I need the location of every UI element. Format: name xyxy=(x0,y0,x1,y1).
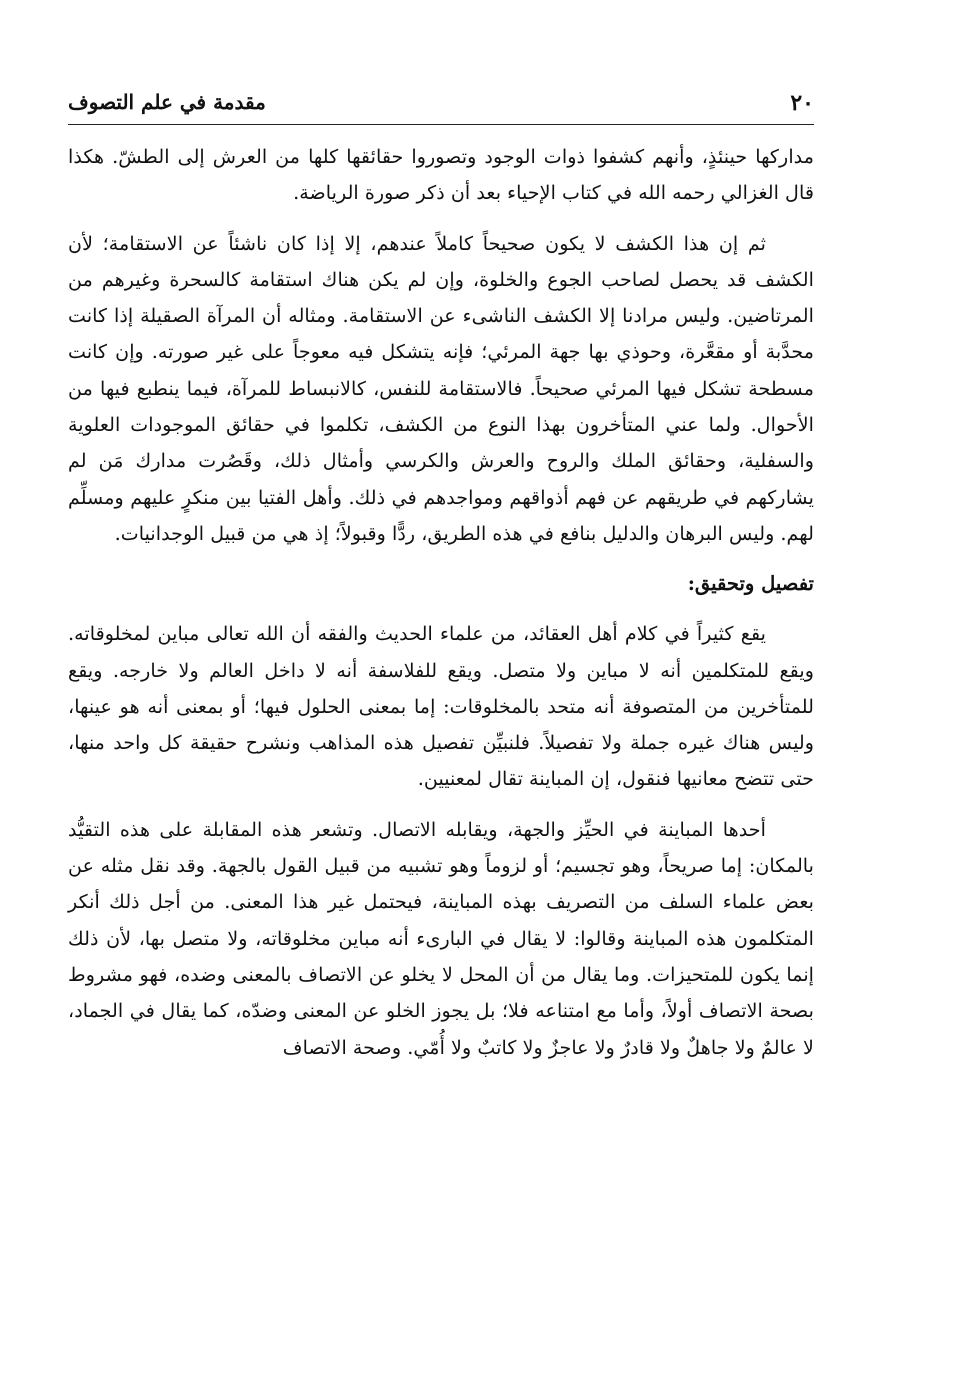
paragraph-mubayana-intro: يقع كثيراً في كلام أهل العقائد، من علماء الحديث والفقه أن الله تعالى مباين لمخلوقاته. ويقع للمتكلمين أنه لا مباين ولا متصل. ويقع للفلاسفة أنه لا داخل العالم ولا خارجه. ويقع للمتأخرين من المتصوفة أنه متحد بالمخلوقات: إما بمعنى الحلول فيها؛ أو بمعنى أنه هو عينها، وليس هناك غيره جملة ولا تفصيلاً. فلنبيِّن تفصيل هذه المذاهب ونشرح حقيقة كل واحد منها، حتى تتضح معانيها فنقول، إن المباينة تقال لمعنيين. xyxy=(68,622,814,791)
page-body xyxy=(68,139,814,1066)
book-page xyxy=(68,84,814,1324)
page-number: ٢٠ xyxy=(790,90,814,116)
paragraph-mubayana-first-meaning: أحدها المباينة في الحيِّز والجهة، ويقابله الاتصال. وتشعر هذه المقابلة على هذه التقيُّد بالمكان: إما صريحاً، وهو تجسيم؛ أو لزوماً وهو تشبيه من قبيل القول بالجهة. وقد نقل مثله عن بعض علماء السلف من التصريف بهذه المباينة، فيحتمل غير هذا المعنى. من أجل ذلك أنكر المتكلمون هذه المباينة وقالوا: لا يقال في البارىء أنه مباين مخلوقاته، ولا متصل بها، لأن ذلك إنما يكون للمتحيزات. وما يقال من أن المحل لا يخلو عن الاتصاف بالمعنى وضده، فهو مشروط بصحة الاتصاف أولاً، وأما مع امتناعه فلا؛ بل يجوز الخلو عن المعنى وضدّه، كما يقال في الجماد، لا عالمٌ ولا جاهلٌ ولا قادرٌ ولا عاجزٌ ولا كاتبٌ ولا أُمّي. وصحة الاتصاف xyxy=(68,817,814,1059)
paragraph-continuation: مداركها حينئذٍ، وأنهم كشفوا ذوات الوجود وتصوروا حقائقها كلها من العرش إلى الطشّ. هكذا قال الغزالي رحمه الله في كتاب الإحياء بعد أن ذكر صورة الرياضة. xyxy=(68,145,814,205)
section-heading: تفصيل وتحقيق: xyxy=(687,572,814,596)
paragraph-kashf: ثم إن هذا الكشف لا يكون صحيحاً كاملاً عندهم، إلا إذا كان ناشئاً عن الاستقامة؛ لأن الكشف قد يحصل لصاحب الجوع والخلوة، وإن لم يكن هناك استقامة كالسحرة وغيرهم من المرتاضين. وليس مرادنا إلا الكشف الناشىء عن الاستقامة. ومثاله أن المرآة الصقيلة إذا كانت محدَّبة أو مقعَّرة، وحوذي بها جهة المرئي؛ فإنه يتشكل فيه معوجاً على غير صورته. وإن كانت مسطحة تشكل فيها المرئي صحيحاً. فالاستقامة للنفس، كالانبساط للمرآة، فيما ينطبع فيها من الأحوال. ولما عني المتأخرون بهذا النوع من الكشف، تكلموا في حقائق الموجودات العلوية والسفلية، وحقائق الملك والروح والعرش والكرسي وأمثال ذلك، وقَصُرت مدارك مَن لم يشاركهم في طريقهم عن فهم أذواقهم ومواجدهم في ذلك. وأهل الفتيا بين منكرٍ عليهم ومسلِّم لهم. وليس البرهان والدليل بنافع في هذه الطريق، ردًّا وقبولاً؛ إذ هي من قبيل الوجدانيات. xyxy=(68,231,814,545)
book-title: مقدمة في علم التصوف xyxy=(68,90,266,114)
running-header xyxy=(68,84,814,125)
